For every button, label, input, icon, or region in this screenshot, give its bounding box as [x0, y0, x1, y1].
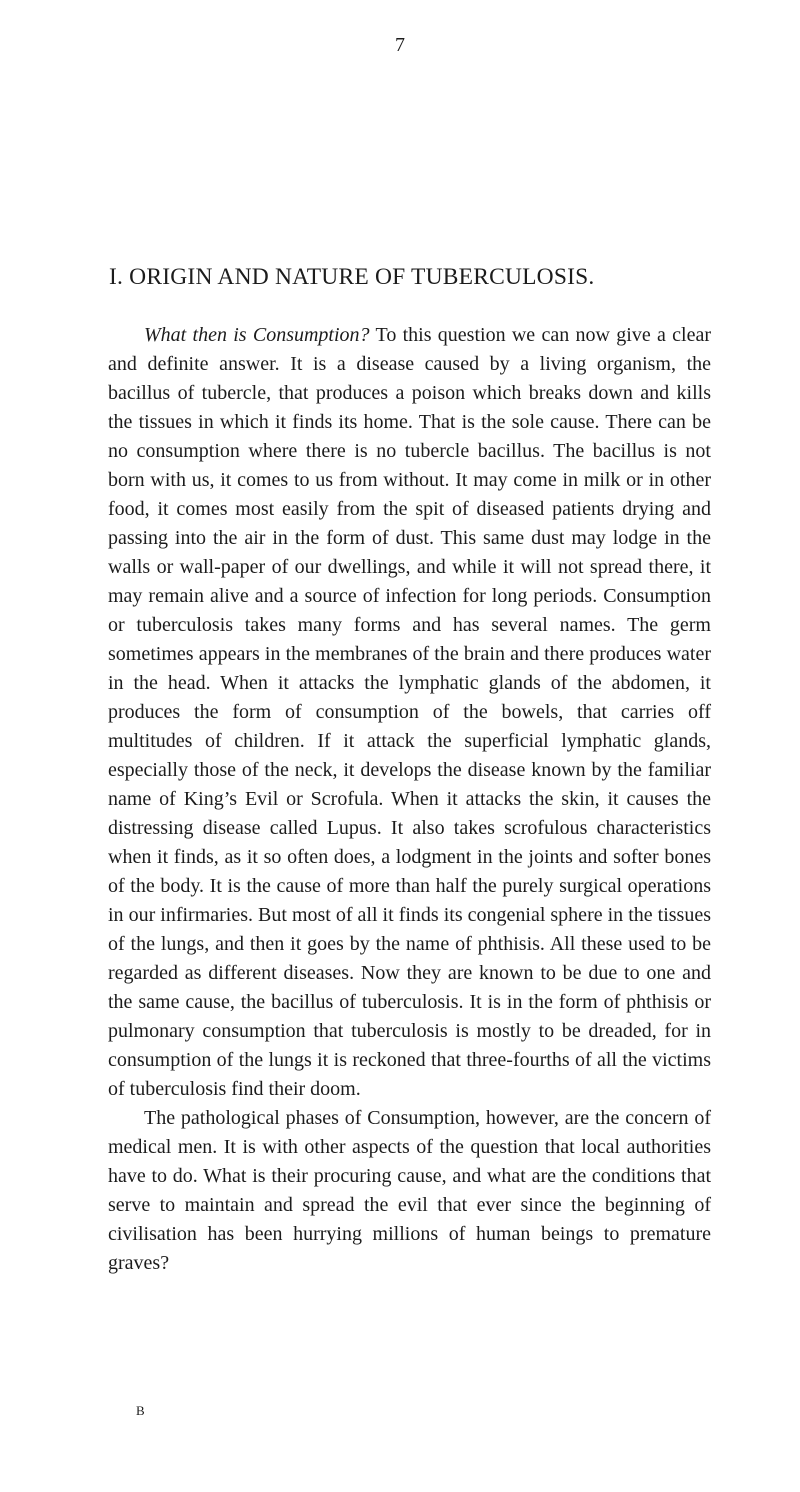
section-heading: I. ORIGIN AND NATURE OF TUBERCULOSIS. [109, 264, 595, 290]
paragraph-1-text: To this question we can now give a clear and definite answer. It is a disease caused by a living organism, the bacillus of tubercle, that produces a poison which breaks down and kills the tissues in which it finds its home. That is the sole cause. There can be no consumption where there is no tubercle bacillus. The bacillus is not born with us, it comes to us from without. It may come in milk or in other food, it comes most easily from the spit of diseased patients drying and passing into the air in the form of dust. This same dust may lodge in the walls or wall-paper of our dwellings, and while it will not spread there, it may remain alive and a source of infection for long periods. Consumption or tuberculosis takes many forms and has several names. The germ sometimes appears in the membranes of the brain and there produces water in the head. When it attacks the lymphatic glands of the abdomen, it produces the form of consumption of the bowels, that carries off multitudes of children. If it attack the superficial lymphatic glands, especially those of the neck, it develops the disease known by the familiar name of King’s Evil or Scrofula. When it attacks the skin, it causes the distressing disease called Lupus. It also takes scrofulous characteristics when it finds, as it so often does, a lodgment in the joints and softer bones of the body. It is the cause of more than half the purely surgical operations in our infirmaries. But most of all it finds its congenial sphere in the tissues of the lungs, and then it goes by the name of phthisis. All these used to be regarded as different diseases. Now they are known to be due to one and the same cause, the bacillus of tuberculosis. It is in the form of phthisis or pulmonary consumption that tuberculosis is mostly to be dreaded, for in consumption of the lungs it is reckoned that three-fourths of all the victims of tuberculosis find their doom. [108, 324, 712, 1100]
paragraph-1-lead: What then is Consumption? [144, 324, 370, 346]
signature-mark: B [136, 1403, 145, 1418]
body-text [108, 321, 711, 1278]
paragraph-1 [108, 321, 711, 1104]
paragraph-2: The pathological phases of Consumption, however, are the concern of medical men. It is with other aspects of the question that local authorities have to do. What is their procuring cause, and what are the conditions that serve to maintain and spread the evil that ever since the beginning of civilisation has been hurrying millions of human beings to premature graves? [108, 1107, 711, 1274]
page-number: 7 [395, 34, 405, 56]
